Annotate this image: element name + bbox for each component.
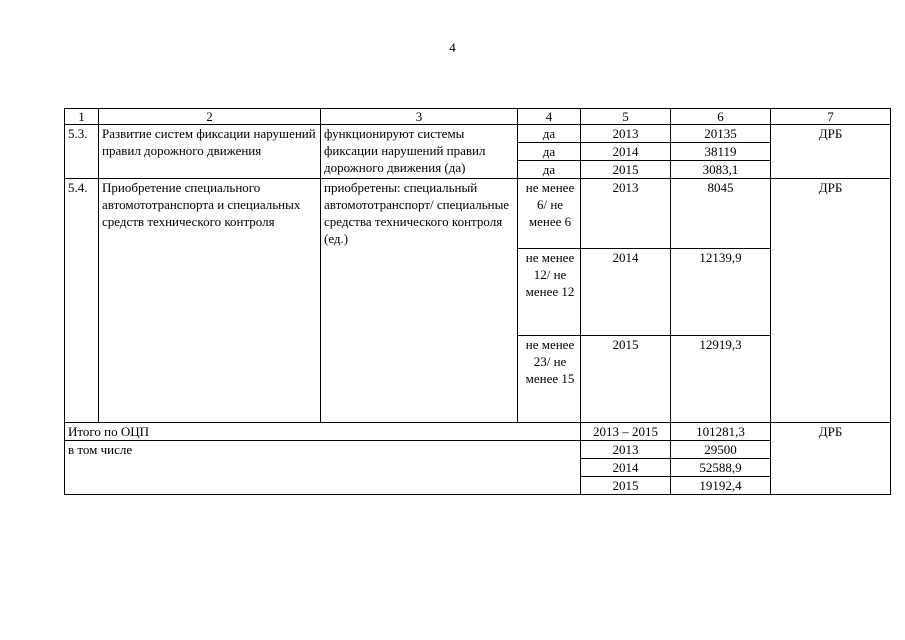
year-cell: 2015 (581, 161, 671, 179)
column-header: 7 (771, 109, 891, 125)
page-number: 4 (449, 40, 456, 55)
column-header: 5 (581, 109, 671, 125)
total-period: 2013 – 2015 (581, 423, 671, 441)
header-row (65, 109, 891, 125)
including-row (65, 441, 891, 459)
indicator-text: функционируют системы фиксации нарушений правил дорожного движения (да) (321, 125, 518, 179)
funding-source: ДРБ (771, 423, 891, 495)
table-row (65, 179, 891, 249)
column-header: 3 (321, 109, 518, 125)
column-header: 1 (65, 109, 99, 125)
indicator-value: не менее 23/ не менее 15 (518, 336, 581, 423)
amount-cell: 12919,3 (671, 336, 771, 423)
amount-cell: 12139,9 (671, 249, 771, 336)
indicator-text: приобретены: специальный автомототранспорт/ специальные средства технического контроля (ед.) (321, 179, 518, 423)
measure-name: Приобретение специального автомототранспорта и специальных средств технического контроля (99, 179, 321, 423)
year-cell: 2014 (581, 143, 671, 161)
year-cell: 2014 (581, 459, 671, 477)
table-row (65, 125, 891, 143)
year-cell: 2015 (581, 477, 671, 495)
total-row (65, 423, 891, 441)
amount-cell: 52588,9 (671, 459, 771, 477)
including-label: в том числе (65, 441, 581, 495)
indicator-value: не менее 12/ не менее 12 (518, 249, 581, 336)
column-header: 6 (671, 109, 771, 125)
row-number: 5.4. (65, 179, 99, 423)
row-number: 5.3. (65, 125, 99, 179)
year-cell: 2014 (581, 249, 671, 336)
indicator-value: не менее 6/ не менее 6 (518, 179, 581, 249)
year-cell: 2013 (581, 441, 671, 459)
amount-cell: 3083,1 (671, 161, 771, 179)
indicator-value: да (518, 125, 581, 143)
amount-cell: 20135 (671, 125, 771, 143)
indicator-value: да (518, 143, 581, 161)
funding-source: ДРБ (771, 179, 891, 423)
year-cell: 2013 (581, 125, 671, 143)
column-header: 4 (518, 109, 581, 125)
year-cell: 2013 (581, 179, 671, 249)
funding-source: ДРБ (771, 125, 891, 179)
amount-cell: 29500 (671, 441, 771, 459)
amount-cell: 38119 (671, 143, 771, 161)
indicator-value: да (518, 161, 581, 179)
amount-cell: 19192,4 (671, 477, 771, 495)
program-table (64, 108, 891, 495)
column-header: 2 (99, 109, 321, 125)
measure-name: Развитие систем фиксации нарушений правил дорожного движения (99, 125, 321, 179)
year-cell: 2015 (581, 336, 671, 423)
total-amount: 101281,3 (671, 423, 771, 441)
total-label: Итого по ОЦП (65, 423, 581, 441)
amount-cell: 8045 (671, 179, 771, 249)
